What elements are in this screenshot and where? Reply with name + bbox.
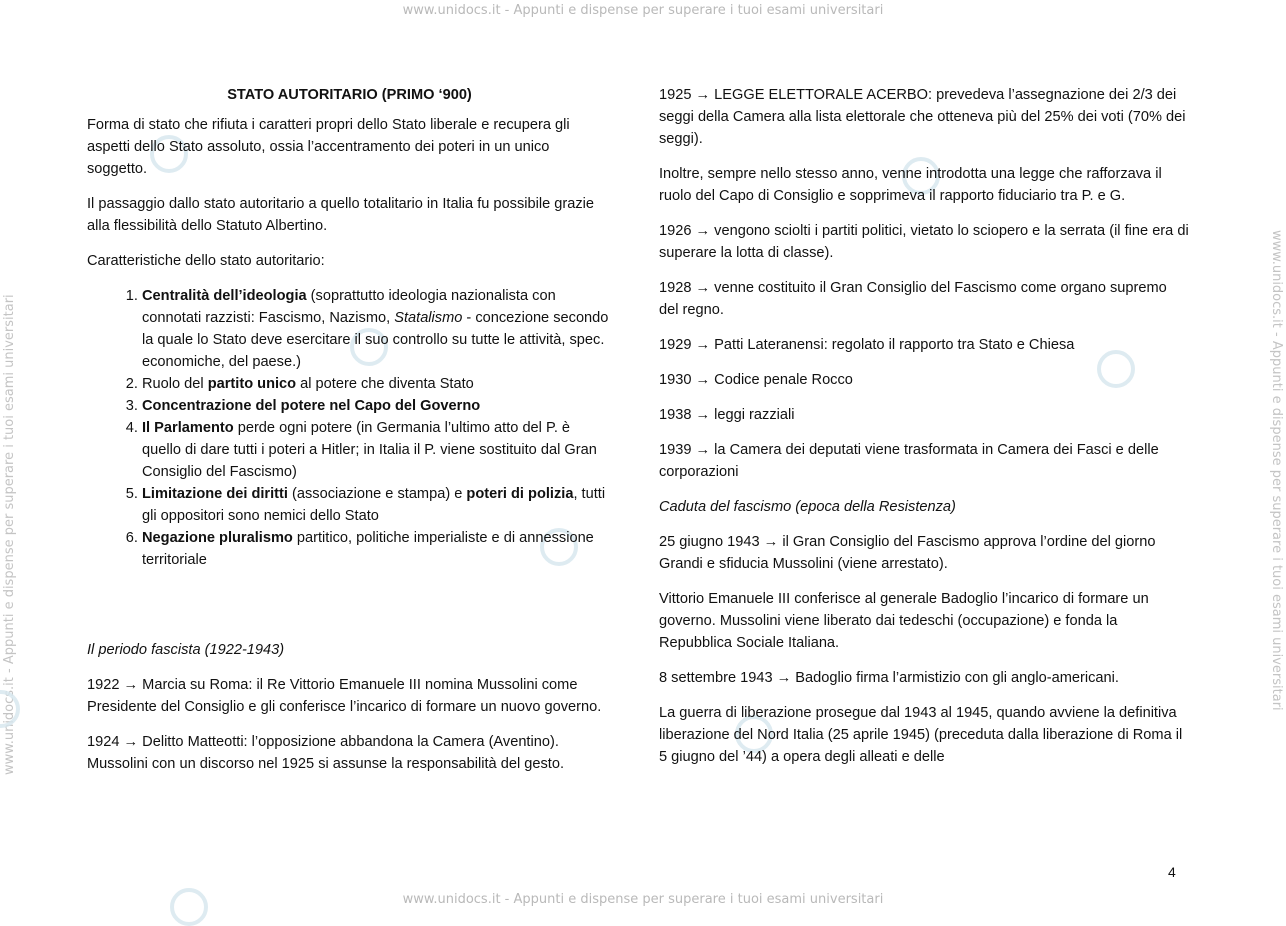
list-item: 6. Negazione pluralismo partitico, politiche imperialiste e di annessione territoriale bbox=[142, 527, 612, 571]
page-number: 4 bbox=[1168, 864, 1176, 880]
characteristics-intro: Caratteristiche dello stato autoritario: bbox=[87, 253, 325, 269]
statuto-paragraph: Il passaggio dallo stato autoritario a quello totalitario in Italia fu possibile grazie alla flessibilità dello Statuto Albertino. bbox=[87, 196, 595, 234]
watermark-bottom: www.unidocs.it - Appunti e dispense per superare i tuoi esami universitari bbox=[402, 892, 884, 907]
left-column bbox=[87, 84, 612, 788]
paragraph-1925: 1925 → LEGGE ELETTORALE ACERBO: prevedeva l’assegnazione dei 2/3 dei seggi della Camera alla lista elettorale che otteneva più del 25% dei voti (70% dei seggi). bbox=[659, 87, 1186, 147]
characteristics-list bbox=[87, 285, 612, 571]
list-item: 2. Ruolo del partito unico al potere che diventa Stato bbox=[142, 373, 612, 395]
watermark-top: www.unidocs.it - Appunti e dispense per superare i tuoi esami universitari bbox=[402, 3, 884, 18]
paragraph-1939: 1939 → la Camera dei deputati viene trasformata in Camera dei Fasci e delle corporazioni bbox=[659, 442, 1159, 480]
right-column bbox=[659, 84, 1189, 781]
section-heading: Il periodo fascista (1922-1943) bbox=[87, 642, 285, 658]
watermark-left: www.unidocs.it - Appunti e dispense per superare i tuoi esami universitari bbox=[2, 294, 17, 775]
page-title: STATO AUTORITARIO (PRIMO ‘900) bbox=[227, 87, 472, 103]
paragraph-25-giugno: 25 giugno 1943 → il Gran Consiglio del Fascismo approva l’ordine del giorno Grandi e sfiducia Mussolini (viene arrestato). bbox=[659, 534, 1156, 572]
paragraph-1930: 1930 → Codice penale Rocco bbox=[659, 372, 853, 388]
paragraph-8-settembre: 8 settembre 1943 → Badoglio firma l’armistizio con gli anglo-americani. bbox=[659, 670, 1119, 686]
list-item: 5. Limitazione dei diritti (associazione e stampa) e poteri di polizia, tutti gli oppositori sono nemici dello Stato bbox=[142, 483, 612, 527]
paragraph-liberazione: La guerra di liberazione prosegue dal 1943 al 1945, quando avviene la definitiva liberazione del Nord Italia (25 aprile 1945) (preceduta dalla liberazione di Roma il 5 giugno del ’44) a opera degli alleati e delle bbox=[659, 705, 1183, 765]
paragraph-1926: 1926 → vengono sciolti i partiti politici, vietato lo sciopero e la serrata (il fine era di superare la lotta di classe). bbox=[659, 223, 1189, 261]
definition-paragraph: Forma di stato che rifiuta i caratteri propri dello Stato liberale e recupera gli aspetti dello Stato assoluto, ossia l’accentramento dei poteri in un unico soggetto. bbox=[87, 117, 570, 177]
paragraph-1938: 1938 → leggi razziali bbox=[659, 407, 795, 423]
paragraph-inoltre: Inoltre, sempre nello stesso anno, venne introdotta una legge che rafforzava il ruolo del Capo di Consiglio e sopprimeva il rapporto fiduciario tra P. e G. bbox=[659, 166, 1162, 204]
paragraph-1924: 1924 → Delitto Matteotti: l’opposizione abbandona la Camera (Aventino). Mussolini con un discorso nel 1925 si assunse la responsabilità del gesto. bbox=[87, 734, 565, 772]
watermark-logo-icon bbox=[0, 690, 20, 728]
paragraph-badoglio: Vittorio Emanuele III conferisce al generale Badoglio l’incarico di formare un governo. Mussolini viene liberato dai tedeschi (occupazione) e fonda la Repubblica Sociale Italiana. bbox=[659, 591, 1149, 651]
paragraph-1929: 1929 → Patti Lateranensi: regolato il rapporto tra Stato e Chiesa bbox=[659, 337, 1075, 353]
list-item: 1. Centralità dell’ideologia (soprattutto ideologia nazionalista con connotati razzisti: Fascismo, Nazismo, Statalismo - concezione secondo la quale lo Stato deve esercitare il suo controllo su tutte le attività, spec. economiche, del paese.) bbox=[142, 285, 612, 373]
list-item: 4. Il Parlamento perde ogni potere (in Germania l’ultimo atto del P. è quello di dare tutti i poteri a Hitler; in Italia il P. viene sostituito dal Gran Consiglio del Fascismo) bbox=[142, 417, 612, 483]
list-item: 3. Concentrazione del potere nel Capo del Governo bbox=[142, 395, 612, 417]
watermark-logo-icon bbox=[170, 888, 208, 926]
paragraph-1928: 1928 → venne costituito il Gran Consiglio del Fascismo come organo supremo del regno. bbox=[659, 280, 1167, 318]
section-heading: Caduta del fascismo (epoca della Resistenza) bbox=[659, 499, 956, 515]
paragraph-1922: 1922 → Marcia su Roma: il Re Vittorio Emanuele III nomina Mussolini come Presidente del Consiglio e gli conferisce l’incarico di formare un nuovo governo. bbox=[87, 677, 602, 715]
watermark-right: www.unidocs.it - Appunti e dispense per superare i tuoi esami universitari bbox=[1269, 230, 1284, 711]
